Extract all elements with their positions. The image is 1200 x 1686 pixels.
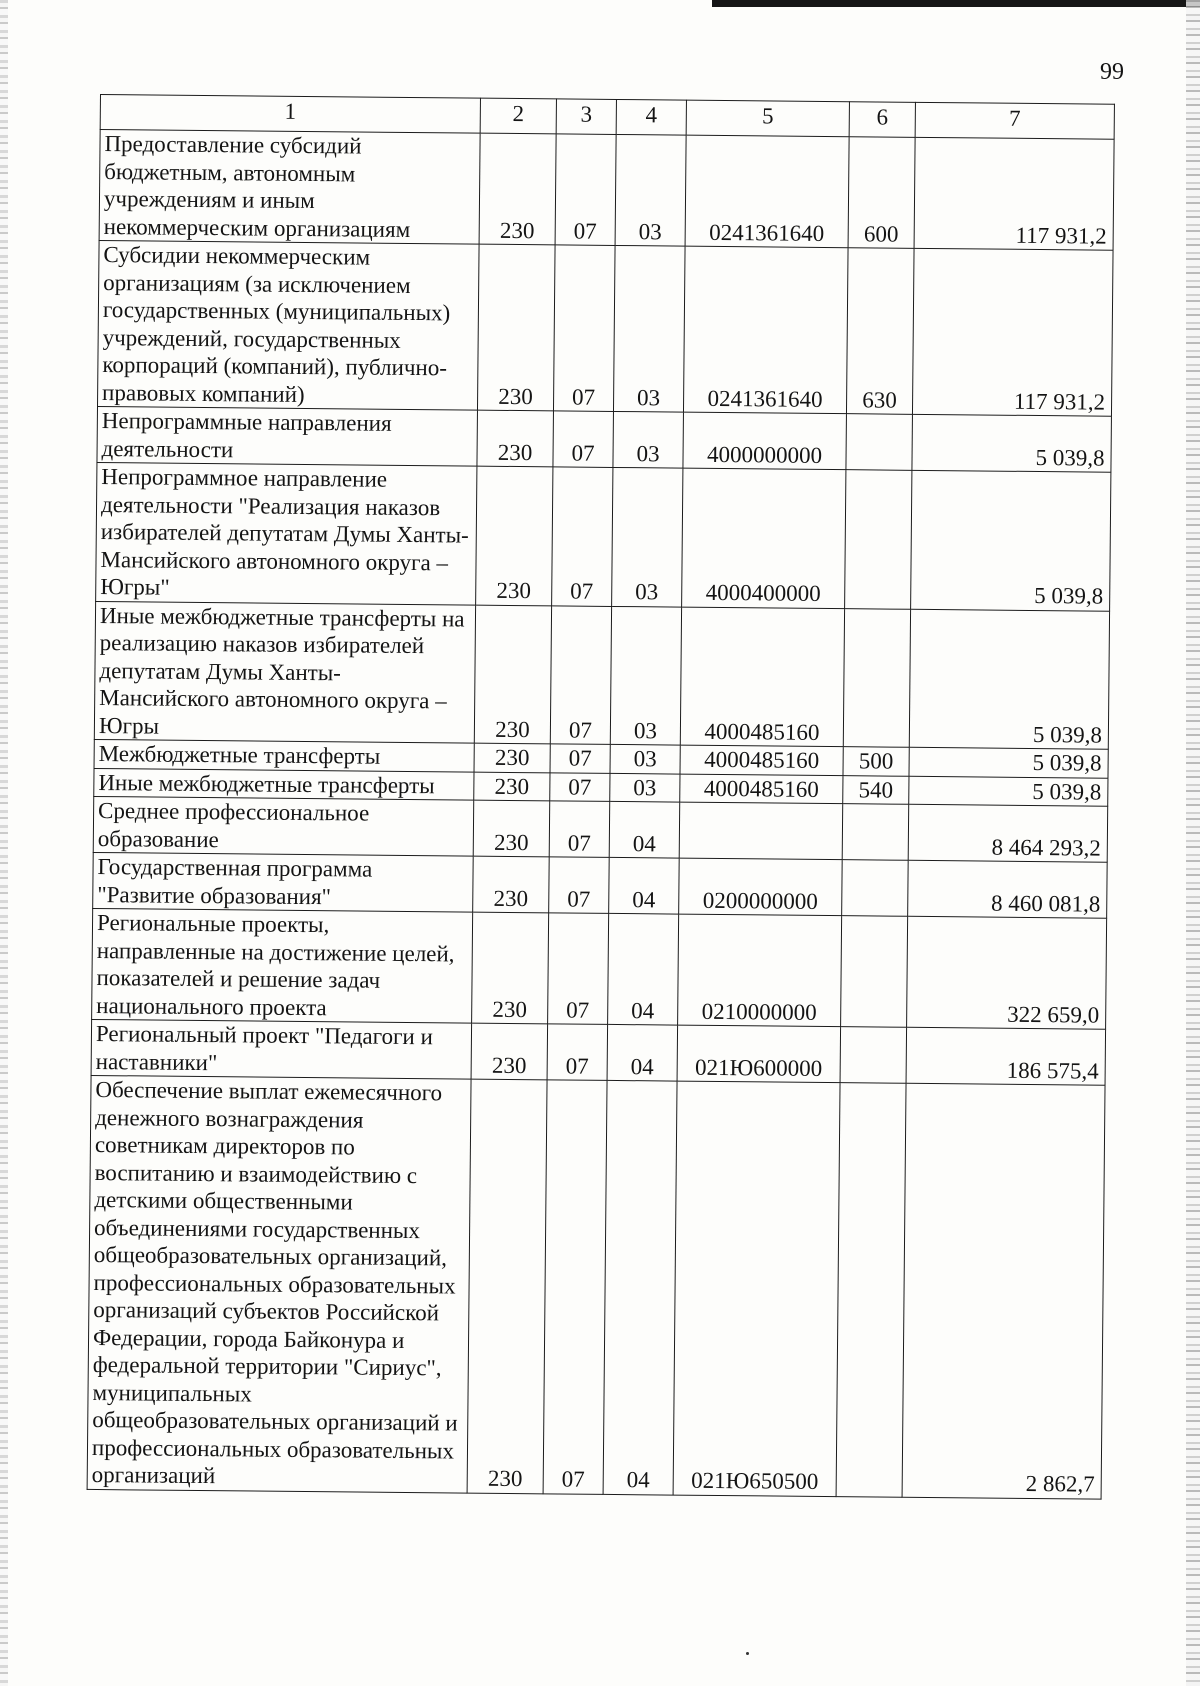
row-section-code: 07	[543, 1080, 607, 1494]
row-gr-code: 230	[474, 772, 550, 801]
table-row	[91, 1019, 1105, 1085]
row-gr-code: 230	[471, 1023, 548, 1080]
row-section-code: 07	[550, 772, 610, 801]
column-header: 2	[480, 98, 556, 134]
budget-table	[87, 94, 1115, 1499]
table-row	[93, 796, 1107, 862]
row-name: Субсидии некоммерческим организациям (за исключением государственных (муниципальных) учреждений, государственных корпораций (компаний), публично-правовых компаний)	[98, 240, 480, 410]
row-subsection-code: 04	[607, 1024, 678, 1081]
row-amount: 5 039,8	[909, 747, 1108, 777]
row-subsection-code: 03	[610, 744, 680, 773]
column-header: 3	[556, 99, 616, 135]
scan-right-edge	[1186, 0, 1200, 1686]
row-name: Непрограммное направление деятельности "Реализация наказов избирателей депутатам Думы Ханты-Мансийского автономного округа – Югры"	[96, 462, 477, 604]
row-target-article: 4000485160	[680, 745, 843, 775]
row-gr-code: 230	[477, 244, 555, 411]
column-header: 7	[915, 102, 1114, 139]
row-name: Иные межбюджетные трансферты	[94, 768, 474, 800]
row-name: Межбюджетные трансферты	[94, 739, 474, 771]
row-name: Региональные проекты, направленные на достижение целей, показателей и решение задач национального проекта	[92, 908, 473, 1023]
row-amount: 8 460 081,8	[908, 860, 1108, 918]
row-expense-type	[842, 860, 909, 917]
row-expense-type	[840, 1027, 907, 1084]
row-name: Иные межбюджетные трансферты на реализацию наказов избирателей депутатам Думы Ханты-Мансийского автономного округа – Югры	[94, 601, 475, 743]
row-expense-type: 540	[843, 775, 909, 804]
row-amount: 322 659,0	[907, 916, 1107, 1029]
row-section-code: 07	[548, 913, 609, 1025]
row-name: Непрограммные направления деятельности	[97, 406, 478, 466]
row-target-article: 4000485160	[680, 774, 843, 804]
row-expense-type	[843, 608, 910, 747]
row-section-code: 07	[552, 467, 613, 606]
row-name: Предоставление субсидий бюджетным, автономным учреждениям и иным некоммерческим организациям	[99, 130, 480, 245]
table-row	[96, 462, 1111, 610]
row-target-article: 4000000000	[683, 412, 847, 470]
table-row	[87, 1075, 1105, 1498]
row-expense-type: 630	[846, 248, 914, 415]
row-section-code: 07	[553, 245, 615, 412]
row-expense-type	[841, 916, 908, 1028]
row-section-code: 07	[549, 801, 610, 858]
row-expense-type	[836, 1083, 906, 1497]
row-section-code: 07	[547, 1024, 608, 1081]
table-row	[92, 908, 1107, 1029]
row-section-code: 07	[549, 857, 610, 914]
row-gr-code: 230	[474, 743, 550, 772]
row-target-article: 021Ю600000	[677, 1025, 841, 1083]
row-name: Региональный проект "Педагоги и наставники"	[91, 1019, 472, 1079]
row-amount: 5 039,8	[909, 776, 1108, 806]
row-amount: 186 575,4	[906, 1027, 1106, 1085]
row-amount: 2 862,7	[902, 1083, 1105, 1498]
row-gr-code: 230	[479, 133, 556, 245]
scan-top-border	[712, 0, 1200, 7]
row-target-article: 0241361640	[685, 135, 849, 248]
row-expense-type: 600	[848, 137, 915, 249]
row-target-article: 0200000000	[679, 858, 843, 916]
row-gr-code: 230	[477, 410, 554, 467]
row-section-code: 07	[550, 744, 610, 773]
row-target-article: 0241361640	[683, 246, 848, 414]
row-target-article: 4000400000	[682, 468, 846, 608]
row-amount: 5 039,8	[909, 609, 1109, 749]
column-header: 1	[100, 95, 480, 134]
row-subsection-code: 03	[615, 134, 686, 246]
row-amount: 117 931,2	[912, 248, 1113, 416]
column-header: 4	[616, 99, 686, 135]
page-number: 99	[1100, 59, 1124, 85]
row-expense-type	[846, 414, 913, 471]
row-amount: 8 464 293,2	[908, 804, 1108, 862]
row-subsection-code: 04	[609, 801, 680, 858]
row-subsection-code: 03	[612, 467, 683, 606]
table-row	[97, 406, 1111, 472]
row-subsection-code: 03	[613, 411, 684, 468]
scan-left-edge	[0, 0, 8, 1686]
column-header: 5	[686, 100, 849, 137]
row-subsection-code: 04	[609, 857, 680, 914]
table-row	[94, 601, 1109, 749]
row-subsection-code: 04	[608, 913, 679, 1025]
row-target-article: 021Ю650500	[673, 1081, 840, 1496]
row-gr-code: 230	[476, 466, 553, 605]
scan-speck	[746, 1652, 749, 1655]
row-expense-type	[845, 470, 912, 609]
table-row	[93, 852, 1107, 918]
row-name: Государственная программа "Развитие образования"	[93, 852, 474, 912]
row-expense-type: 500	[843, 747, 909, 776]
column-header: 6	[849, 102, 915, 138]
row-amount: 5 039,8	[911, 470, 1111, 610]
row-gr-code: 230	[474, 605, 551, 744]
row-gr-code: 230	[473, 856, 550, 913]
row-section-code: 07	[553, 411, 614, 468]
row-expense-type	[842, 804, 909, 861]
row-section-code: 07	[555, 134, 616, 246]
row-gr-code: 230	[473, 800, 550, 857]
row-subsection-code: 03	[610, 773, 680, 802]
row-gr-code: 230	[472, 912, 549, 1024]
row-subsection-code: 03	[613, 245, 685, 412]
row-amount: 5 039,8	[912, 414, 1112, 472]
row-section-code: 07	[550, 605, 611, 744]
row-subsection-code: 04	[603, 1080, 677, 1494]
table-row	[98, 240, 1114, 416]
row-name: Обеспечение выплат ежемесячного денежного вознаграждения советникам директоров по воспитанию и взаимодействию с детскими общественными объединениями государственных общеобразовательных организаций, профессиональных образовательных организаций субъектов Российской Федерации, города Байконура и федеральной территории "Сириус", муниципальных общеобразовательных организаций и профессиональных образовательных организаций	[87, 1075, 471, 1492]
row-name: Среднее профессиональное образование	[93, 796, 474, 856]
row-gr-code: 230	[467, 1079, 547, 1493]
row-target-article: 0210000000	[678, 914, 842, 1027]
table-row	[99, 130, 1114, 251]
row-target-article: 4000485160	[680, 607, 844, 747]
row-target-article	[679, 802, 843, 860]
row-subsection-code: 03	[610, 606, 681, 745]
row-amount: 117 931,2	[914, 137, 1114, 250]
